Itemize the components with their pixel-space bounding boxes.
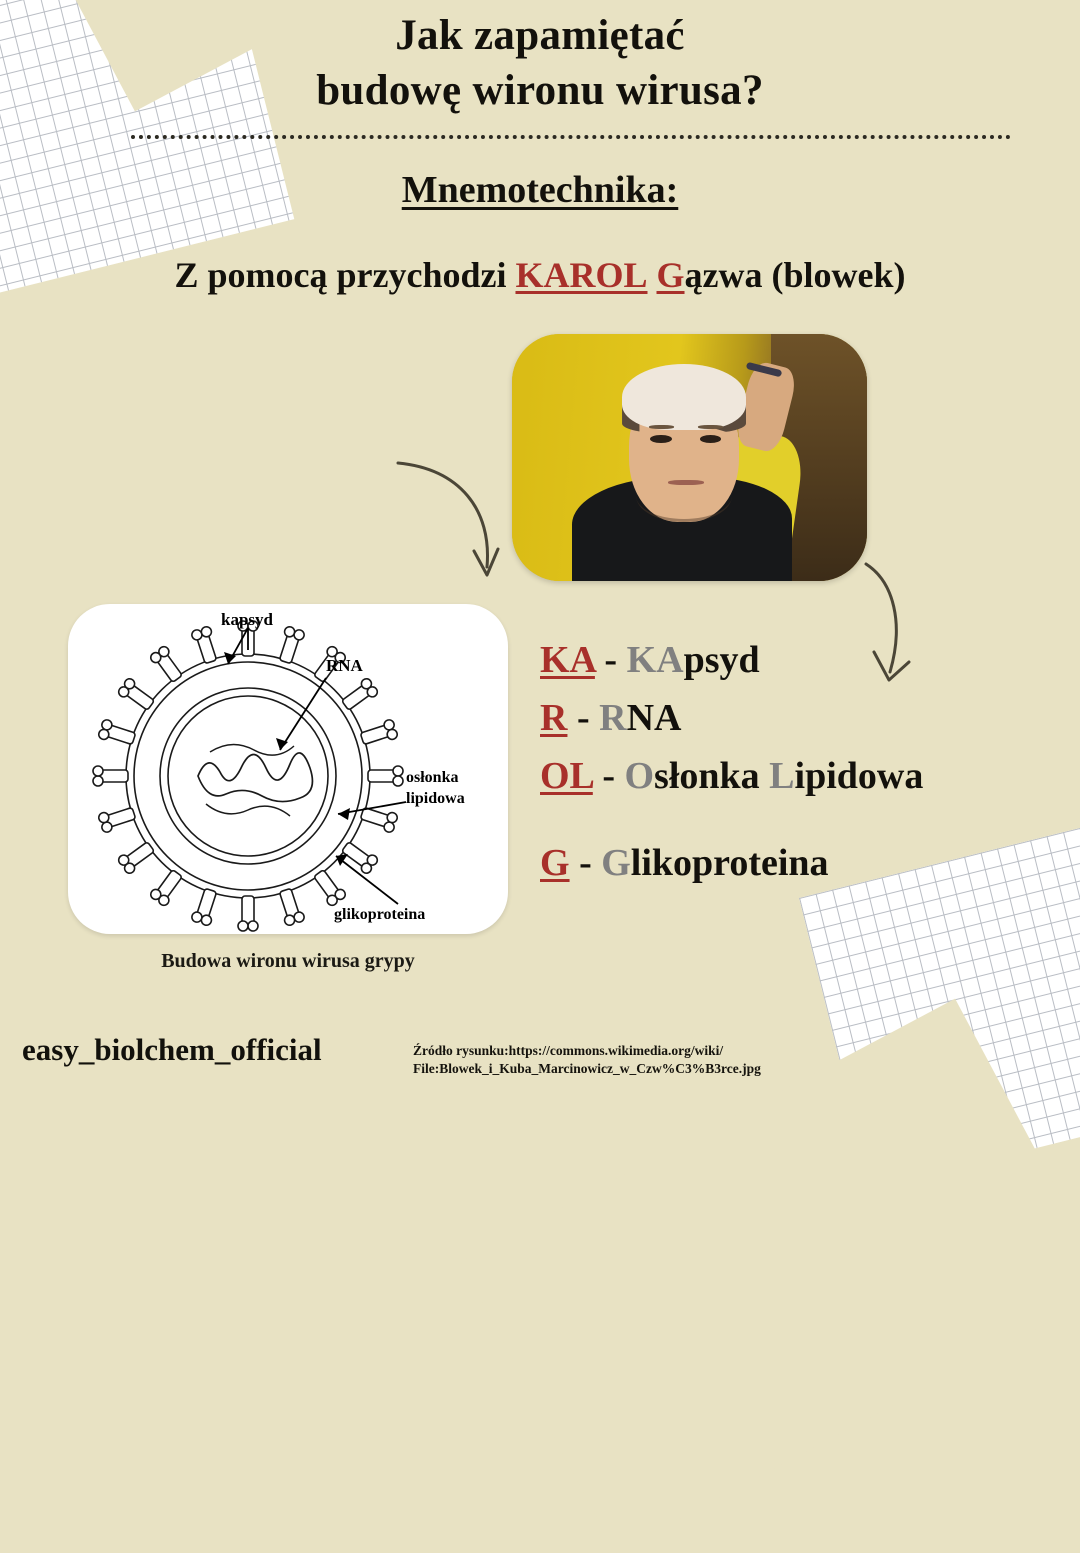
- legend-rest-2: słonka: [654, 754, 770, 797]
- legend-item-oslonka-lipidowa: [540, 748, 1050, 806]
- mnemonic-legend: [540, 632, 1050, 893]
- legend-cap-2b: L: [769, 754, 795, 797]
- virus-label-glikoproteina: glikoproteina: [334, 906, 426, 923]
- legend-key-g: G: [540, 842, 570, 885]
- page-title-line1: Jak zapamiętać: [395, 12, 685, 59]
- legend-item-kapsyd: [540, 632, 1050, 690]
- virus-label-oslonka-lipidowa: [406, 768, 465, 810]
- legend-rest-3: likoproteina: [630, 842, 829, 885]
- legend-dash-1: -: [567, 696, 600, 739]
- header-divider: [131, 135, 1011, 139]
- legend-rest-2b: ipidowa: [794, 754, 924, 797]
- legend-item-rna: [540, 690, 1050, 748]
- virus-diagram-card: [68, 604, 508, 934]
- mnemonic-sentence: [0, 254, 1080, 296]
- legend-cap-3: G: [601, 842, 631, 885]
- legend-item-glikoproteina: [540, 835, 1050, 893]
- grid-mask-bottom-right: [461, 999, 1080, 1553]
- virus-diagram-caption: Budowa wironu wirusa grypy: [161, 950, 415, 972]
- legend-cap-0: KA: [626, 639, 684, 681]
- virus-label-rna: RNA: [326, 656, 363, 675]
- virus-label-oslonka-line2: lipidowa: [406, 789, 465, 807]
- mnemonic-space: [648, 255, 657, 295]
- legend-key-r: R: [540, 696, 568, 739]
- legend-rest-0: psyd: [683, 639, 760, 681]
- legend-dash-2: -: [592, 754, 625, 797]
- source-attribution: [413, 1042, 833, 1078]
- legend-dash-0: -: [594, 639, 627, 681]
- mnemonic-suffix: ązwa (blowek): [684, 255, 906, 295]
- mnemonic-highlight-karol: KAROL: [515, 255, 648, 295]
- legend-key-ka: KA: [540, 639, 595, 681]
- account-handle: easy_biolchem_official: [22, 1032, 322, 1067]
- mnemonic-prefix: Z pomocą przychodzi: [174, 255, 516, 295]
- source-line2: File:Blowek_i_Kuba_Marcinowicz_w_Czw%C3%B3rce.jpg: [413, 1061, 761, 1077]
- mnemonic-highlight-g: G: [656, 255, 685, 295]
- photo-mouth: [668, 480, 704, 485]
- photo-beard: [636, 470, 732, 522]
- legend-rest-1: NA: [626, 696, 682, 739]
- photo-hair: [622, 364, 746, 431]
- legend-dash-3: -: [569, 842, 602, 885]
- virus-label-oslonka-line1: osłonka: [406, 769, 459, 786]
- legend-cap-2: O: [624, 754, 655, 797]
- photo-blowek: [512, 334, 867, 581]
- legend-cap-1: R: [599, 696, 627, 739]
- mnemonic-heading: Mnemotechnika:: [401, 169, 679, 211]
- legend-key-ol: OL: [540, 754, 593, 797]
- page-title-line2: budowę wironu wirusa?: [316, 67, 764, 115]
- page-title: [0, 8, 1080, 118]
- virus-label-kapsyd: kapsyd: [221, 610, 273, 629]
- curved-arrow-left-icon: [390, 455, 520, 595]
- source-line1: Źródło rysunku:https://commons.wikimedia.org/wiki/: [413, 1043, 724, 1058]
